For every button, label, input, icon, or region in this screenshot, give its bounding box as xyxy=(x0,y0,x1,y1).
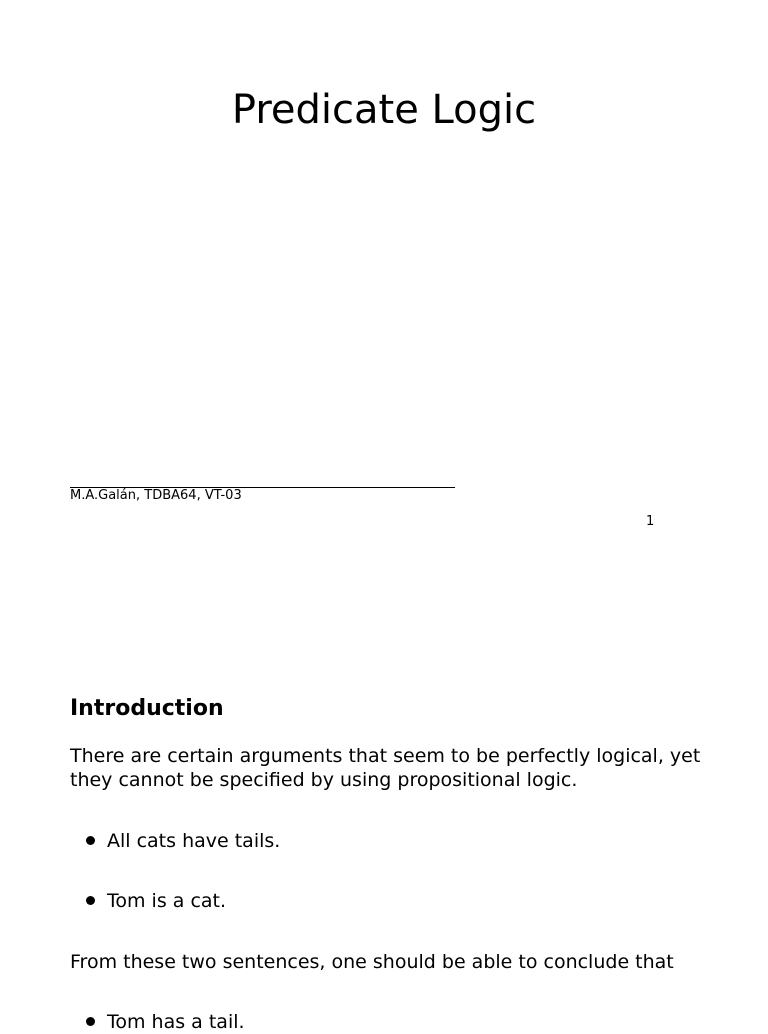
page-number: 1 xyxy=(646,514,655,529)
slide-title: Predicate Logic xyxy=(231,87,537,133)
intro-paragraph: There are certain arguments that seem to be perfectly logical, yet they cannot be specified by using propositional logic. xyxy=(70,745,701,791)
bullet-dot-icon xyxy=(86,1017,95,1026)
bullet-item xyxy=(86,889,226,913)
bullet-item xyxy=(86,829,280,853)
section-heading-introduction: Introduction xyxy=(70,696,224,721)
bullet-text: All cats have tails. xyxy=(107,830,281,852)
bullet-text: Tom has a tail. xyxy=(107,1011,245,1033)
bullet-item-conclusion xyxy=(86,1010,245,1034)
footer-author-course: M.A.Galán, TDBA64, VT-03 xyxy=(70,488,242,503)
bullet-text: Tom is a cat. xyxy=(107,890,227,912)
conclusion-paragraph: From these two sentences, one should be able to conclude that xyxy=(70,951,674,973)
bullet-dot-icon xyxy=(86,836,95,845)
bullet-dot-icon xyxy=(86,896,95,905)
